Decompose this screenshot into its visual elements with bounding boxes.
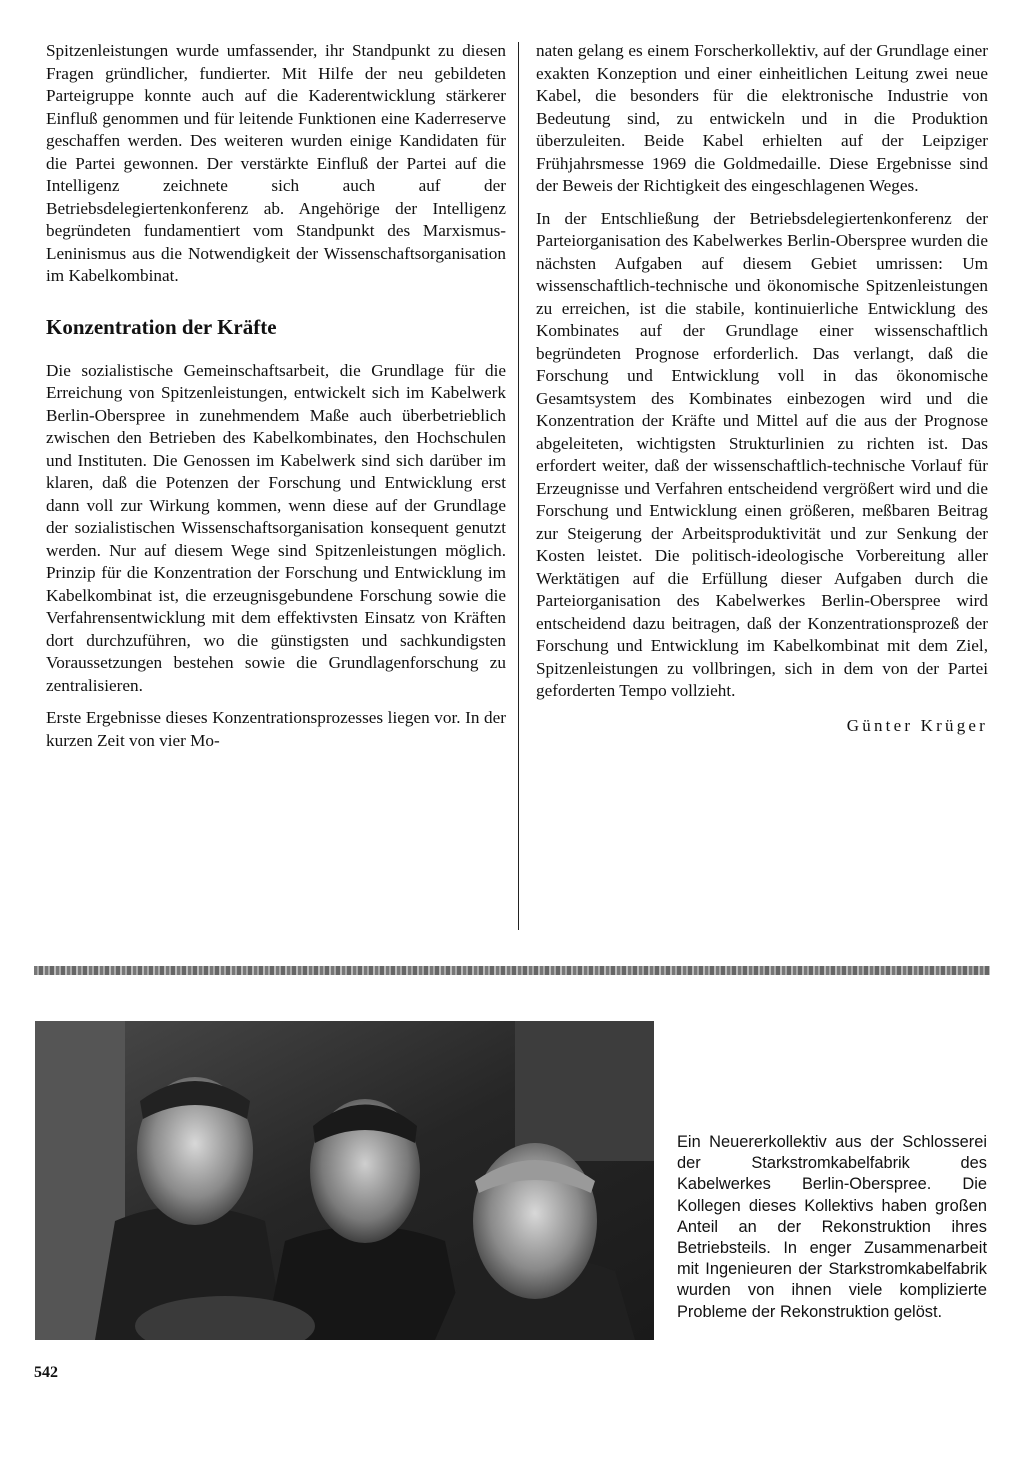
page-number: 542: [34, 1364, 58, 1381]
column-divider: [518, 42, 519, 930]
decorative-band: [34, 966, 990, 975]
right-column: [536, 40, 988, 737]
left-paragraph-3: Erste Ergebnisse dieses Konzentrationsprozesses liegen vor. In der kurzen Zeit von vier Mo-: [46, 708, 506, 750]
photo-illustration: [35, 1021, 654, 1340]
left-paragraph-1: Spitzenleistungen wurde umfassender, ihr Standpunkt zu diesen Fragen gründlicher, fundierter. Mit Hilfe der neu gebildeten Parteigruppe konnte auch auf die Kaderentwicklung stärkerer Einfluß genommen und für leitende Funktionen eine Kaderreserve geschaffen werden. Des weiteren wurden einige Kandidaten für die Partei gewonnen. Der verstärkte Einfluß der Partei auf die Intelligenz zeichnete sich auch auf der Betriebsdelegiertenkonferenz ab. Angehörige der Intelligenz begründeten fundamentiert vom Standpunkt des Marxismus-Leninismus aus die Notwendigkeit der Wissenschaftsorganisation im Kabelkombinat.: [46, 41, 506, 285]
left-paragraph-2: Die sozialistische Gemeinschaftsarbeit, die Grundlage für die Erreichung von Spitzenleistungen, entwickelt sich im Kabelwerk Berlin-Oberspree in zunehmendem Maße auch überbetrieblich zwischen den Betrieben des Kabelkombinates, den Hochschulen und Instituten. Die Genossen im Kabelwerk sind sich darüber im klaren, daß die Potenzen der Forschung und Entwicklung erst dann voll zur Wirkung kommen, wenn diese auf der Grundlage der sozialistischen Wissenschaftsorganisation konsequent genutzt werden. Nur auf diesem Wege sind Spitzenleistungen möglich. Prinzip für die Konzentration der Forschung und Entwicklung im Kabelkombinat ist, die erzeugnisgebundene Forschung sowie die Verfahrensentwicklung mit dem effektivsten Einsatz von Kräften dort durchzuführen, wo die günstigsten und sachkundigsten Voraussetzungen bestehen sowie die Grundlagenforschung zu zentralisieren.: [46, 360, 506, 695]
section-heading: Konzentration der Kräfte: [46, 314, 277, 339]
right-paragraph-1: naten gelang es einem Forscherkollektiv, auf der Grundlage einer exakten Konzeption und einer einheitlichen Leitung zwei neue Kabel, die besonders für die elektronische Industrie von Bedeutung sind, zu entwickeln und in die Produktion überzuleiten. Beide Kabel erhielten auf der Leipziger Frühjahrsmesse 1969 die Goldmedaille. Diese Ergebnisse sind der Beweis der Richtigkeit des eingeschlagenen Weges.: [536, 41, 988, 195]
photo-workers: [35, 1021, 654, 1340]
left-column: [46, 40, 506, 762]
right-paragraph-2: In der Entschließung der Betriebsdelegiertenkonferenz der Parteiorganisation des Kabelwerkes Berlin-Oberspree wurden die nächsten Aufgaben auf diesem Gebiet umrissen: Um wissenschaftlich-technische und ökonomische Spitzenleistungen zu erreichen, ist die stabile, kontinuierliche Entwicklung des Kombinates auf der Grundlage einer wissenschaftlich begründeten Prognose erforderlich. Das verlangt, daß die Forschung und Entwicklung voll in das ökonomische Gesamtsystem des Kombinates einbezogen wird und die Konzentration der Kräfte und Mittel auf die aus der Prognose abgeleiteten, wichtigsten Strukturlinien zu richten ist. Das erfordert weiter, daß der wissenschaftlich-technische Vorlauf für Erzeugnisse und Verfahren entscheidend vergrößert wird und die Forschung und Entwicklung einen größeren, meßbaren Beitrag zur Steigerung der Arbeitsproduktivität und zur Senkung der Kosten leistet. Die politisch-ideologische Vorbereitung aller Werktätigen auf die Erfüllung dieser Aufgaben durch die Parteiorganisation des Kabelwerkes Berlin-Oberspree wird entscheidend dazu beitragen, daß der Konzentrationsprozeß der Forschung und Entwicklung im Kabelkombinat mit dem Ziel, Spitzenleistungen zu vollbringen, sich in dem von der Partei geforderten Tempo vollzieht.: [536, 208, 988, 700]
author-name: Günter Krüger: [846, 715, 988, 735]
photo-caption: Ein Neuererkollektiv aus der Schlosserei der Starkstromkabelfabrik des Kabelwerkes Berlin-Oberspree. Die Kollegen dieses Kollektivs haben großen Anteil an der Rekonstruktion ihres Betriebsteils. In enger Zusammenarbeit mit Ingenieuren der Starkstromkabelfabrik wurden von ihnen viele komplizierte Probleme der Rekonstruktion gelöst.: [677, 1133, 987, 1321]
